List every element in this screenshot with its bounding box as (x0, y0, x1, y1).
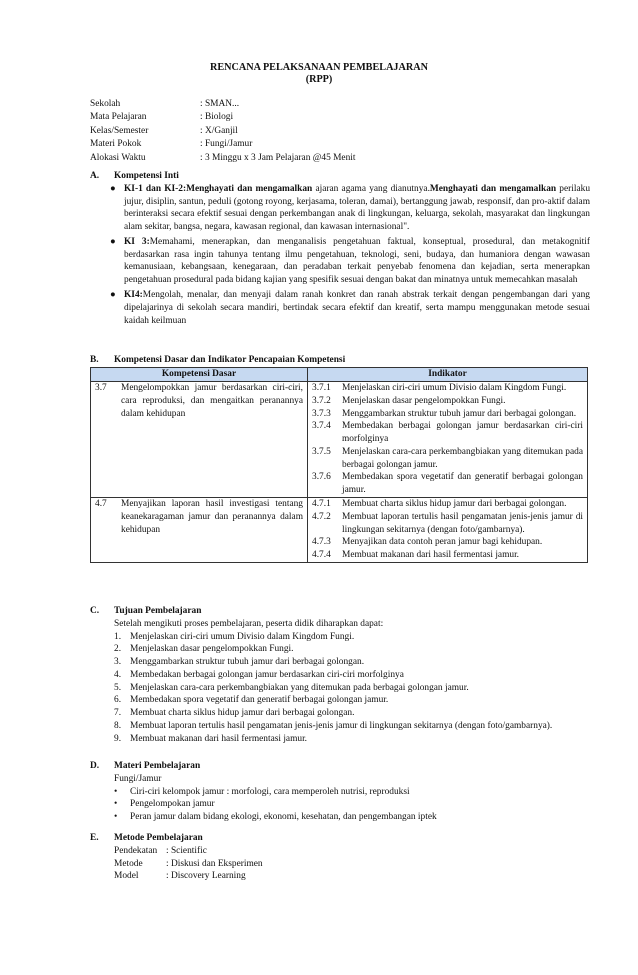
method-value: : Scientific (166, 845, 207, 856)
section-metode-pembelajaran (90, 832, 590, 883)
kd-number: 3.7 (95, 383, 107, 393)
info-label: Alokasi Waktu (90, 152, 146, 163)
list-text: Ciri-ciri kelompok jamur : morfologi, cara memperoleh nutrisi, reproduksi (130, 786, 410, 797)
indicator-text: Menyajikan data contoh peran jamur bagi kehidupan. (342, 537, 543, 548)
info-row (90, 125, 356, 138)
list-number: 7. (114, 708, 122, 719)
list-text: Menjelaskan cara-cara perkembangbiakan yang ditemukan pada berbagai golongan jamur. (130, 682, 469, 693)
indicator-number: 3.7.5 (312, 446, 331, 457)
identity-block (90, 98, 356, 165)
info-value: : 3 Minggu x 3 Jam Pelajaran @45 Menit (200, 152, 356, 163)
list-item (90, 682, 590, 695)
indicator-item (312, 395, 583, 408)
indicator-number: 3.7.1 (312, 383, 331, 393)
indicator-number: 4.7.2 (312, 511, 331, 522)
list-number: 2. (114, 644, 122, 655)
list-number: 1. (114, 631, 122, 642)
list-number: 5. (114, 682, 122, 693)
indicator-item (312, 536, 583, 549)
method-row (90, 858, 590, 871)
kd-text: Menyajikan laporan hasil investigasi tentang keanekaragaman jamur dan peranannya dalam kehidupan (121, 499, 303, 535)
list-text: Peran jamur dalam bidang ekologi, ekonomi, kesehatan, dan pengembangan iptek (130, 812, 437, 823)
section-letter: A. (90, 171, 100, 181)
bullet-icon: • (114, 812, 118, 823)
ki-item (90, 236, 590, 287)
list-item (90, 631, 590, 644)
indicator-item (312, 408, 583, 421)
list-number: 9. (114, 733, 122, 744)
info-label: Materi Pokok (90, 139, 142, 150)
indicator-item (312, 498, 583, 511)
section-letter: C. (90, 606, 100, 616)
indicator-cell (308, 382, 588, 498)
column-header: Indikator (308, 368, 588, 382)
table-row (91, 382, 588, 498)
list-text: Membuat charta siklus hidup jamur dari berbagai golongan. (130, 708, 355, 719)
ki-bold-2: Menghayati dan mengamalkan (429, 183, 557, 194)
list-text: Membedakan berbagai golongan jamur berdasarkan ciri-ciri morfolginya (130, 669, 404, 680)
indicator-number: 3.7.6 (312, 472, 331, 483)
bullet-icon: ● (110, 183, 116, 194)
indicator-text: Membuat charta siklus hidup jamur dari berbagai golongan. (342, 499, 567, 510)
method-row (90, 870, 590, 883)
ki-text: ajaran agama yang dianutnya. (312, 183, 430, 194)
indicator-number: 4.7.1 (312, 499, 331, 510)
method-value: : Discovery Learning (166, 871, 246, 882)
list-item (90, 707, 590, 720)
list-item (90, 669, 590, 682)
list-item (90, 720, 590, 733)
list-item (90, 733, 590, 746)
ki-text: Memahami, menerapkan, dan menganalisis pengetahuan faktual, konseptual, prosedural, dan metakognitif berdasarkan rasa ingin tahunya tentang ilmu pengetahuan, teknologi, seni, budaya, dan humaniora dengan wawasan kemanusiaan, kebangsaan, kenegaraan, dan peradaban terkait penyebab fenomena dan kejadian, serta menerapkan pengetahuan prosedural pada bidang kajian yang spesifik sesuai dengan bakat dan minatnya untuk memecahkan masalah (124, 236, 590, 286)
indicator-number: 3.7.3 (312, 408, 331, 419)
section-letter: B. (90, 355, 99, 365)
list-item (90, 656, 590, 669)
list-number: 8. (114, 721, 122, 732)
indicator-number: 4.7.4 (312, 550, 331, 561)
list-item (90, 798, 590, 811)
list-text: Menggambarkan struktur tubuh jamur dari berbagai golongan. (130, 657, 365, 668)
indicator-item (312, 549, 583, 562)
indicator-text: Menggambarkan struktur tubuh jamur dari berbagai golongan. (342, 408, 577, 419)
indicator-number: 4.7.3 (312, 537, 331, 548)
table-row (91, 498, 588, 563)
ki-item (90, 183, 590, 234)
list-text: Membedakan spora vegetatif dan generatif berbagai golongan jamur. (130, 695, 389, 706)
list-item (90, 643, 590, 656)
info-value: : X/Ganjil (200, 125, 238, 136)
list-number: 3. (114, 657, 122, 668)
indicator-text: Menjelaskan ciri-ciri umum Divisio dalam Kingdom Fungi. (342, 383, 567, 393)
ki-text-2: perilaku jujur, disiplin, santun, peduli (gotong royong, kerjasama, toleran, damai), bertanggung jawab, responsif, dan pro-aktif dalam berinteraksi secara efektif sesuai dengan perkembangan anak di lingkungan, keluarga, sekolah, masyarakat dan lingkungan alam sekitar, bangsa, negara, kawasan regional, dan kawasan internasional". (124, 183, 591, 233)
column-header: Kompetensi Dasar (91, 368, 308, 382)
info-row (90, 98, 356, 111)
method-row (90, 845, 590, 858)
table-header-row (91, 368, 588, 382)
indicator-text: Membedakan berbagai golongan jamur berdasarkan ciri-ciri morfolginya (342, 421, 583, 445)
list-number: 4. (114, 669, 122, 680)
section-heading (90, 170, 590, 183)
indicator-item (312, 471, 583, 497)
kd-cell (91, 498, 308, 563)
method-label: Metode (114, 858, 143, 869)
section-title: Materi Pembelajaran (114, 761, 201, 771)
info-row (90, 152, 356, 165)
kd-number: 4.7 (95, 499, 107, 510)
section-intro: Setelah mengikuti proses pembelajaran, peserta didik diharapkan dapat: (114, 618, 384, 629)
ki-item (90, 289, 590, 327)
section-heading (90, 760, 590, 773)
list-item (90, 786, 590, 799)
indicator-text: Membuat makanan dari hasil fermentasi jamur. (342, 550, 520, 561)
kd-indicator-table (90, 367, 588, 563)
indicator-item (312, 420, 583, 446)
list-item (90, 811, 590, 824)
list-text: Membuat laporan tertulis hasil pengamatan jenis-jenis jamur di lingkungan sekitarnya (dengan foto/gambarnya). (130, 721, 553, 732)
indicator-text: Menjelaskan cara-cara perkembangbiakan yang ditemukan pada berbagai golongan jamur. (342, 446, 583, 470)
ki-bold: KI4: (124, 290, 143, 301)
info-row (90, 138, 356, 151)
list-text: Membuat makanan dari hasil fermentasi jamur. (130, 733, 308, 744)
section-title: Kompetensi Inti (114, 171, 179, 181)
section-kompetensi-dasar (90, 354, 590, 367)
indicator-item (312, 511, 583, 537)
indicator-text: Membedakan spora vegetatif dan generatif berbagai golongan jamur. (342, 472, 583, 496)
info-row (90, 111, 356, 124)
section-title: Metode Pembelajaran (114, 833, 203, 843)
indicator-item (312, 382, 583, 395)
section-heading (90, 354, 590, 367)
list-text: Menjelaskan dasar pengelompokkan Fungi. (130, 644, 294, 655)
indicator-number: 3.7.4 (312, 421, 331, 432)
indicator-number: 3.7.2 (312, 395, 331, 406)
bullet-icon: ● (110, 290, 116, 301)
method-value: : Diskusi dan Eksperimen (166, 858, 263, 869)
section-materi-pembelajaran (90, 760, 590, 824)
section-heading (90, 605, 590, 618)
list-number: 6. (114, 695, 122, 706)
info-label: Kelas/Semester (90, 125, 149, 136)
bullet-icon: • (114, 786, 118, 797)
method-label: Model (114, 871, 139, 882)
indicator-cell (308, 498, 588, 563)
kd-text: Mengelompokkan jamur berdasarkan ciri-ciri, cara reproduksi, dan mengaitkan peranannya dalam kehidupan (121, 383, 303, 419)
bullet-icon: ● (110, 236, 116, 247)
section-letter: D. (90, 761, 100, 771)
document-subtitle: (RPP) (305, 74, 333, 85)
section-kompetensi-inti (90, 170, 590, 327)
ki-text: Mengolah, menalar, dan menyaji dalam ranah konkret dan ranah abstrak terkait dengan pengembangan dari yang dipelajarinya di sekolah secara mandiri, bertindak secara efektif dan kreatif, serta mampu menggunakan metode sesuai kaidah keilmuan (124, 290, 590, 326)
info-label: Sekolah (90, 99, 121, 109)
kd-cell (91, 382, 308, 498)
info-label: Mata Pelajaran (90, 112, 147, 123)
ki-bold: KI 3: (124, 236, 150, 247)
info-value: : SMAN... (200, 99, 240, 109)
list-item (90, 694, 590, 707)
ki-bold: KI-1 dan KI-2:Menghayati dan mengamalkan (124, 183, 313, 194)
method-label: Pendekatan (114, 845, 158, 856)
section-heading (90, 832, 590, 845)
info-value: : Biologi (200, 112, 234, 123)
materi-subtitle: Fungi/Jamur (114, 773, 162, 784)
section-letter: E. (90, 833, 99, 843)
bullet-icon: • (114, 799, 118, 810)
section-tujuan-pembelajaran (90, 605, 590, 746)
section-title: Kompetensi Dasar dan Indikator Pencapaian Kompetensi (114, 355, 346, 365)
list-text: Pengelompokan jamur (130, 799, 215, 810)
indicator-text: Membuat laporan tertulis hasil pengamatan jenis-jenis jamur di lingkungan sekitarnya (dengan foto/gambarnya). (342, 511, 583, 535)
section-title: Tujuan Pembelajaran (114, 606, 202, 616)
document-title: RENCANA PELAKSANAAN PEMBELAJARAN (210, 62, 428, 73)
indicator-item (312, 446, 583, 472)
info-value: : Fungi/Jamur (200, 139, 253, 150)
indicator-text: Menjelaskan dasar pengelompokkan Fungi. (342, 395, 506, 406)
list-text: Menjelaskan ciri-ciri umum Divisio dalam Kingdom Fungi. (130, 631, 355, 642)
